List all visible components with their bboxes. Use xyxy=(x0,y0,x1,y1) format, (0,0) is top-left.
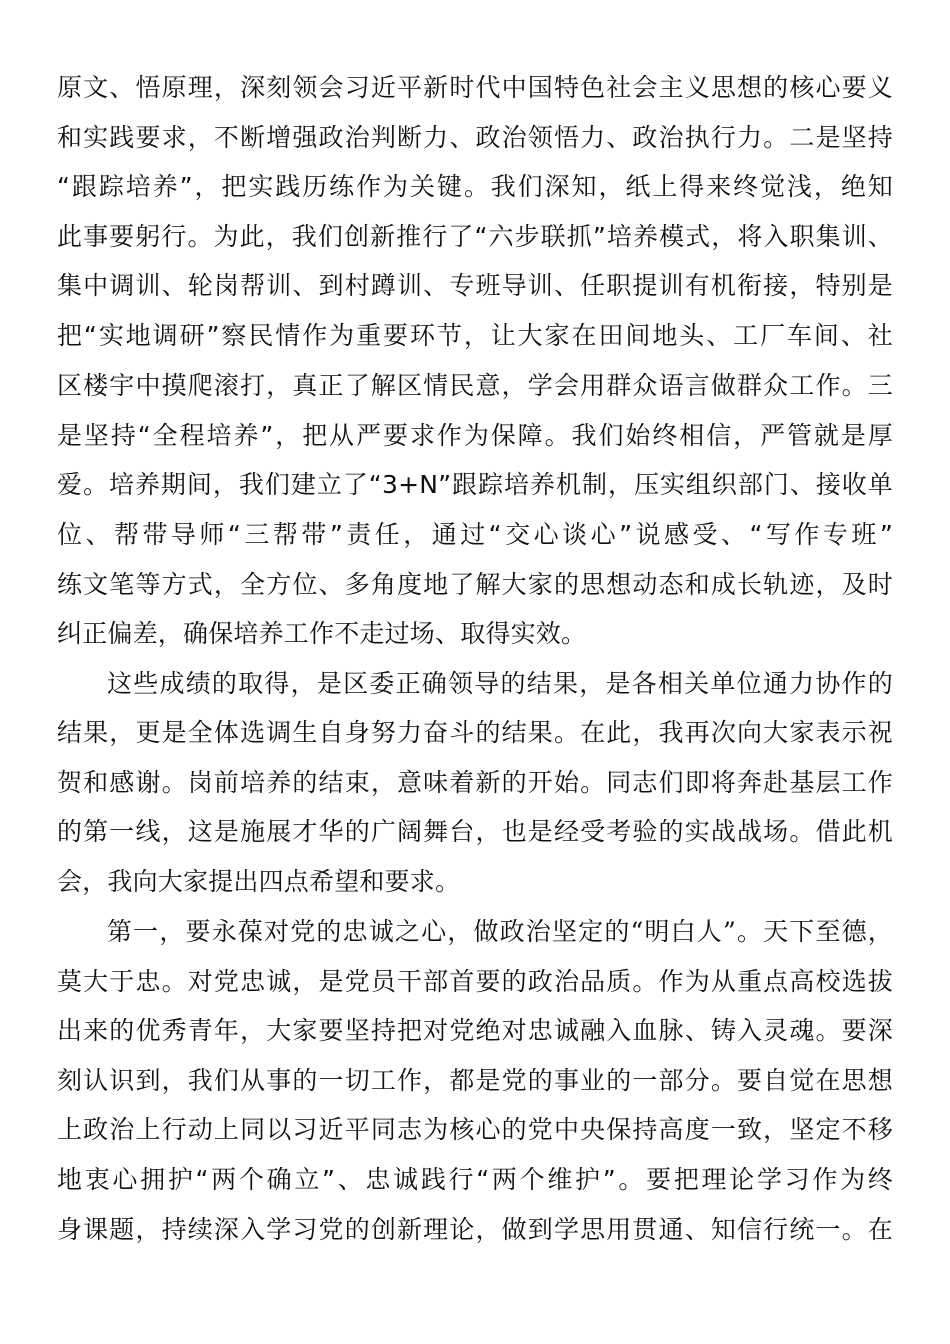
text-line: 和实践要求，不断增强政治判断力、政治领悟力、政治执行力。二是坚持 xyxy=(57,123,893,152)
text-line: 区楼宇中摸爬滚打，真正了解区情民意，学会用群众语言做群众工作。三 xyxy=(57,371,893,400)
text-line: 原文、悟原理，深刻领会习近平新时代中国特色社会主义思想的核心要义 xyxy=(57,73,893,102)
text-line: 把“实地调研”察民情作为重要环节，让大家在田间地头、工厂车间、社 xyxy=(57,321,893,350)
text-line: 出来的优秀青年，大家要坚持把对党绝对忠诚融入血脉、铸入灵魂。要深 xyxy=(57,1016,893,1045)
section-heading-line: 第一，要永葆对党的忠诚之心，做政治坚定的“明白人”。天下至德， xyxy=(107,917,893,946)
text-line: 结果，更是全体选调生自身努力奋斗的结果。在此，我再次向大家表示祝 xyxy=(57,718,893,747)
text-line: 会，我向大家提出四点希望和要求。 xyxy=(57,867,461,896)
text-line: 此事要躬行。为此，我们创新推行了“六步联抓”培养模式，将入职集训、 xyxy=(57,222,893,251)
text-line: 练文笔等方式，全方位、多角度地了解大家的思想动态和成长轨迹，及时 xyxy=(57,570,893,599)
text-line: 贺和感谢。岗前培养的结束，意味着新的开始。同志们即将奔赴基层工作 xyxy=(57,768,893,797)
text-line: 集中调训、轮岗帮训、到村蹲训、专班导训、任职提训有机衔接，特别是 xyxy=(57,271,893,300)
paragraph-start-line: 这些成绩的取得，是区委正确领导的结果，是各相关单位通力协作的 xyxy=(107,669,893,698)
text-line: 身课题，持续深入学习党的创新理论，做到学思用贯通、知信行统一。在 xyxy=(57,1215,893,1244)
text-line: 的第一线，这是施展才华的广阔舞台，也是经受考验的实战战场。借此机 xyxy=(57,817,893,846)
text-line: 地衷心拥护“两个确立”、忠诚践行“两个维护”。要把理论学习作为终 xyxy=(57,1165,893,1194)
text-line: 刻认识到，我们从事的一切工作，都是党的事业的一部分。要自觉在思想 xyxy=(57,1066,893,1095)
text-line: “跟踪培养”，把实践历练作为关键。我们深知，纸上得来终觉浅，绝知 xyxy=(57,172,893,201)
text-line: 莫大于忠。对党忠诚，是党员干部首要的政治品质。作为从重点高校选拔 xyxy=(57,967,893,996)
text-line: 纠正偏差，确保培养工作不走过场、取得实效。 xyxy=(57,619,587,648)
text-line: 位、帮带导师“三帮带”责任，通过“交心谈心”说感受、“写作专班” xyxy=(57,520,893,549)
text-line: 是坚持“全程培养”，把从严要求作为保障。我们始终相信，严管就是厚 xyxy=(57,421,893,450)
text-line: 上政治上行动上同以习近平同志为核心的党中央保持高度一致，坚定不移 xyxy=(57,1115,893,1144)
text-line: 爱。培养期间，我们建立了“3+N”跟踪培养机制，压实组织部门、接收单 xyxy=(57,470,893,499)
